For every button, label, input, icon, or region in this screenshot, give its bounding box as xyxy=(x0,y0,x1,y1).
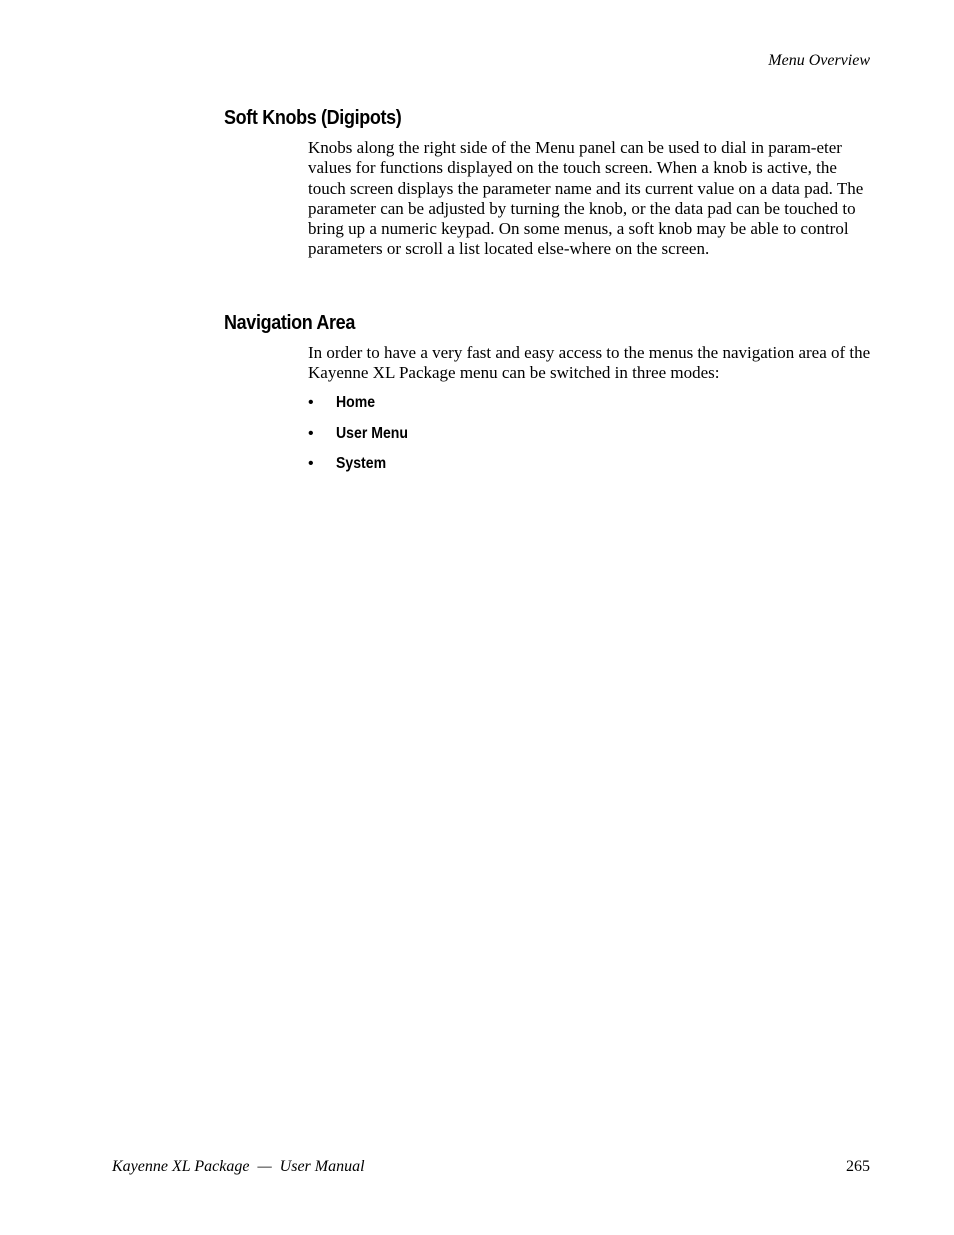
bullet-icon: • xyxy=(308,424,314,442)
footer-page-number: 265 xyxy=(846,1158,870,1175)
paragraph-soft-knobs: Knobs along the right side of the Menu panel can be used to dial in param-eter values for functions displayed on the touch screen. When a knob is active, the touch screen displays the parameter name and its current value on a data pad. The parameter can be adjusted by turning the knob, or the data pad can be touched to bring up a numeric keypad. On some menus, a soft knob may be able to control parameters or scroll a list located else-where on the screen. xyxy=(308,138,864,259)
list-item-label: Home xyxy=(336,394,376,411)
list-item-label: System xyxy=(336,455,387,472)
paragraph-navigation-area: In order to have a very fast and easy access to the menus the navigation area of the Kayenne XL Package menu can be switched in three modes: xyxy=(308,343,871,383)
running-header: Menu Overview xyxy=(768,52,870,69)
section-heading-navigation-area: Navigation Area xyxy=(224,312,355,334)
section-heading-soft-knobs: Soft Knobs (Digipots) xyxy=(224,107,402,129)
footer-document-title: Kayenne XL Package — User Manual xyxy=(112,1158,365,1175)
list-item-label: User Menu xyxy=(336,424,408,442)
bullet-icon: • xyxy=(308,394,314,411)
bullet-icon: • xyxy=(308,455,314,472)
